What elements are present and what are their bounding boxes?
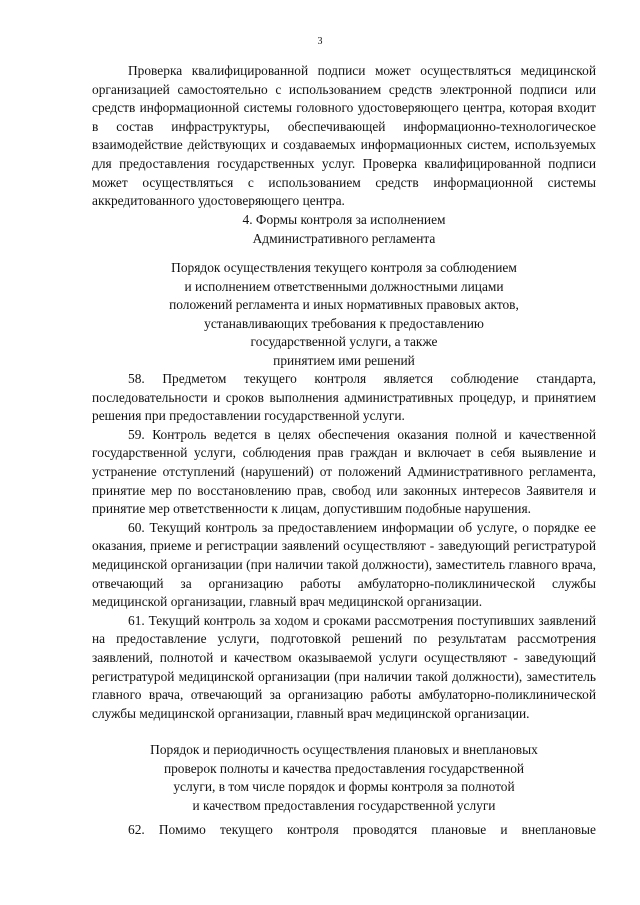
section-heading — [92, 211, 596, 248]
heading-line: Административного регламента — [252, 230, 436, 246]
heading-line: проверок полноты и качества предоставления государственной — [163, 760, 525, 776]
heading-line: положений регламента и иных нормативных правовых актов, — [169, 297, 519, 313]
heading-line: и исполнением ответственными должностными лицами — [184, 278, 504, 294]
page-number: 3 — [317, 36, 323, 47]
paragraph-60: 60. Текущий контроль за предоставлением информации об услуге, о порядке ее оказания, приеме и регистрации заявлений осуществляют - заведующий регистратурой медицинской организации (при наличии такой должности), заместитель главного врача, отвечающий за организацию работы амбулаторно-поликлинической службы медицинской организации, главный врач медицинской организации. — [92, 519, 596, 610]
subheading-current-control — [92, 259, 596, 371]
subheading-inspections — [92, 741, 596, 815]
heading-line: Порядок осуществления текущего контроля за соблюдением — [171, 260, 517, 275]
heading-line: 4. Формы контроля за исполнением — [242, 212, 446, 227]
paragraph-62: 62. Помимо текущего контроля проводятся плановые и внеплановые — [128, 822, 596, 837]
section-heading-text — [92, 211, 596, 248]
intro-paragraph: Проверка квалифицированной подписи может осуществляться медицинской организацией самостоятельно с использованием средств электронной подписи или средств информационной системы головного удостоверяющего центра, которая входит в состав инфраструктуры, обеспечивающей информационно-технологическое взаимодействие действующих и создаваемых информационных систем, используемых для предоставления государственных услуг. Проверка квалифицированной подписи может осуществляться с использованием средств информационной системы аккредитованного удостоверяющего центра. — [92, 63, 596, 209]
paragraphs-58-61 — [92, 370, 596, 723]
subheading-2-text — [92, 741, 596, 815]
paragraph-59: 59. Контроль ведется в целях обеспечения оказания полной и качественной государственной услуги, соблюдения прав граждан и включает в себя выявление и устранение отступлений (нарушений) от положений Административного регламента, принятие мер по восстановлению прав, свобод или законных интересов Заявителя и принятие мер ответственности к лицам, допустившим подобные нарушения. — [92, 426, 596, 517]
heading-line: устанавливающих требования к предоставлению — [204, 315, 484, 331]
heading-line: Порядок и периодичность осуществления плановых и внеплановых — [150, 742, 538, 757]
heading-line: принятием ими решений — [273, 352, 415, 368]
subheading-1-text — [92, 259, 596, 371]
heading-line: и качеством предоставления государственной услуги — [192, 797, 496, 813]
paragraph-61: 61. Текущий контроль за ходом и сроками рассмотрения поступивших заявлений на предоставление услуги, подготовкой решений по результатам рассмотрения заявлений, полнотой и качеством оказываемой услуги осуществляют - заведующий регистратурой медицинской организации (при наличии такой должности), заместитель главного врача, отвечающий за организацию работы амбулаторно-поликлинической службы медицинской организации, главный врач медицинской организации. — [92, 612, 596, 721]
heading-line: услуги, в том числе порядок и формы контроля за полнотой — [173, 779, 515, 795]
heading-line: государственной услуги, а также — [250, 334, 438, 350]
intro-block — [92, 62, 596, 211]
paragraph-58: 58. Предметом текущего контроля является соблюдение стандарта, последовательности и сроков выполнения административных процедур, и принятием решения при предоставлении государственной услуги. — [92, 371, 596, 424]
paragraph-62-block — [92, 821, 596, 840]
